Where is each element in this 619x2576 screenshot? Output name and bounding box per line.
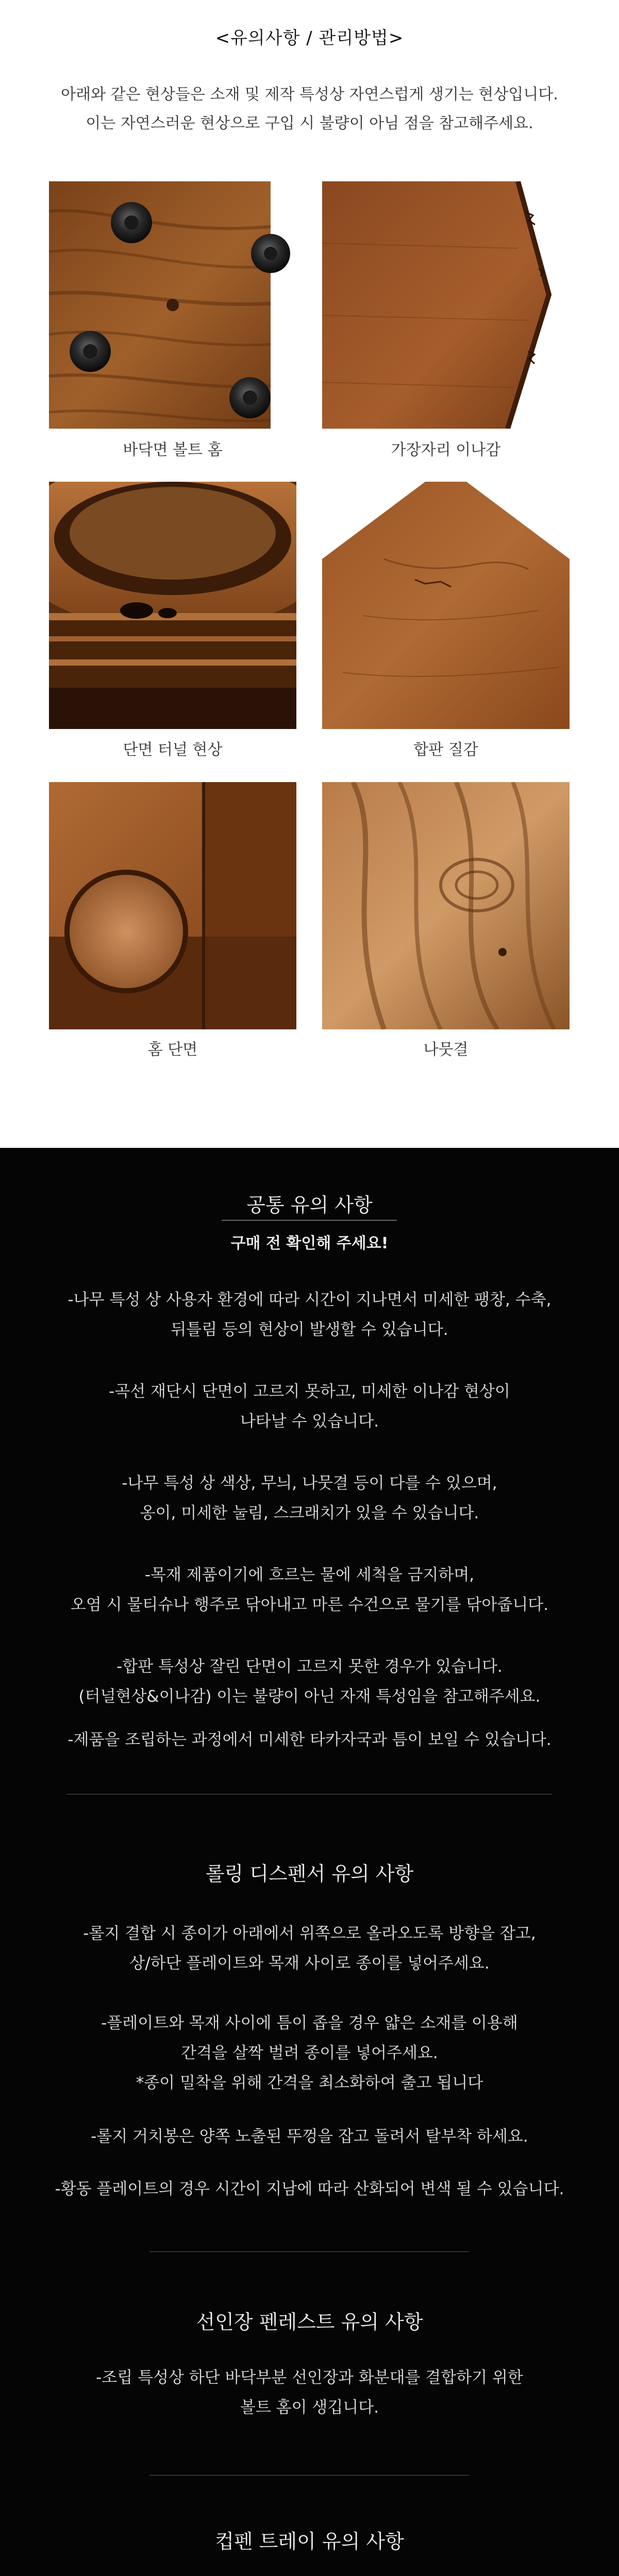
note-line: -롤지 거치봉은 양쪽 노출된 뚜껑을 잡고 돌려서 탈부착 하세요. bbox=[91, 2127, 528, 2146]
rolling-note-item bbox=[0, 2174, 619, 2204]
note-line: -제품을 조립하는 과정에서 미세한 타카자국과 틈이 보일 수 있습니다. bbox=[68, 1731, 551, 1749]
common-note-item bbox=[0, 1285, 619, 1345]
photo-caption: 바닥면 볼트 홈 bbox=[123, 441, 223, 459]
common-note-item bbox=[0, 1725, 619, 1755]
bottom-bolt-holes-photo bbox=[49, 181, 296, 429]
photo-caption: 가장자리 이나감 bbox=[391, 441, 501, 459]
notice-intro-line: 아래와 같은 현상들은 소재 및 제작 특성상 자연스럽게 생기는 현상입니다. bbox=[61, 86, 558, 104]
note-line: 뒤틀림 등의 현상이 발생할 수 있습니다. bbox=[171, 1320, 448, 1339]
note-line: -황동 플레이트의 경우 시간이 지남에 따라 산화되어 변색 될 수 있습니다. bbox=[55, 2180, 564, 2198]
note-line: -나무 특성 상 색상, 무늬, 나뭇결 등이 다를 수 있으며, bbox=[122, 1474, 497, 1493]
cross-section-tunnel-photo bbox=[49, 482, 296, 729]
note-line: 오염 시 물티슈나 행주로 닦아내고 마른 수건으로 물기를 닦아줍니다. bbox=[70, 1596, 549, 1614]
groove-cross-section-photo bbox=[49, 782, 296, 1029]
common-note-item bbox=[0, 1560, 619, 1620]
photo-caption: 나뭇결 bbox=[423, 1041, 469, 1059]
common-note-item bbox=[0, 1377, 619, 1436]
common-note-item bbox=[0, 1468, 619, 1528]
caution-section bbox=[0, 1148, 619, 2576]
section-divider bbox=[149, 2251, 469, 2252]
notice-title: <유의사항 / 관리방법> bbox=[215, 28, 404, 48]
cactus-penrest-title: 선인장 펜레스트 유의 사항 bbox=[196, 2311, 423, 2333]
plywood-texture-photo bbox=[322, 482, 570, 729]
rolling-note-item bbox=[0, 2008, 619, 2098]
rolling-note-item bbox=[0, 1919, 619, 1978]
cactus-note-item bbox=[0, 2363, 619, 2422]
title-underline bbox=[222, 1220, 397, 1221]
note-line: -롤지 결합 시 종이가 아래에서 위쪽으로 올라오도록 방향을 잡고, bbox=[83, 1924, 536, 1943]
note-line: -조립 특성상 하단 바닥부분 선인장과 화분대를 결합하기 위한 bbox=[96, 2368, 523, 2387]
notice-intro bbox=[0, 80, 619, 138]
photo-caption: 홈 단면 bbox=[147, 1041, 198, 1059]
note-line: -합판 특성상 잘린 단면이 고르지 못한 경우가 있습니다. bbox=[116, 1657, 503, 1676]
common-notes-subtitle: 구매 전 확인해 주세요! bbox=[230, 1234, 389, 1252]
note-line: 간격을 살짝 벌려 종이를 넣어주세요. bbox=[181, 2044, 438, 2062]
note-line: -나무 특성 상 사용자 환경에 따라 시간이 지나면서 미세한 팽창, 수축, bbox=[68, 1291, 551, 1309]
note-line: 옹이, 미세한 눌림, 스크래치가 있을 수 있습니다. bbox=[140, 1504, 479, 1522]
notice-intro-line: 이는 자연스러운 현상으로 구입 시 불량이 아님 점을 참고해주세요. bbox=[86, 114, 533, 132]
note-line: 볼트 홈이 생깁니다. bbox=[240, 2398, 379, 2417]
note-line: -플레이트와 목재 사이에 틈이 좁을 경우 얇은 소재를 이용해 bbox=[101, 2014, 518, 2032]
photo-caption: 합판 질감 bbox=[413, 741, 478, 759]
edge-chipping-photo bbox=[322, 181, 570, 429]
section-divider bbox=[149, 2475, 469, 2476]
photo-caption: 단면 터널 현상 bbox=[123, 741, 223, 759]
note-line: 나타날 수 있습니다. bbox=[240, 1412, 379, 1431]
rolling-note-item bbox=[0, 2122, 619, 2151]
wood-grain-photo bbox=[322, 782, 570, 1029]
note-line: -목재 제품이기에 흐르는 물에 세척을 금지하며, bbox=[144, 1566, 475, 1584]
common-notes-title: 공통 유의 사항 bbox=[246, 1194, 373, 1216]
note-line: -곡선 재단시 단면이 고르지 못하고, 미세한 이나감 현상이 bbox=[109, 1382, 510, 1401]
cup-pen-tray-title: 컵펜 트레이 유의 사항 bbox=[215, 2530, 404, 2553]
common-note-item bbox=[0, 1652, 619, 1711]
note-line: *종이 밀착을 위해 간격을 최소화하여 출고 됩니다 bbox=[136, 2074, 483, 2092]
note-line: (터널현상&이나감) 이는 불량이 아닌 자재 특성임을 참고해주세요. bbox=[78, 1687, 541, 1706]
note-line: 상/하단 플레이트와 목재 사이로 종이를 넣어주세요. bbox=[129, 1954, 490, 1973]
notice-photo-section bbox=[0, 0, 619, 1148]
rolling-dispenser-title: 롤링 디스펜서 유의 사항 bbox=[205, 1862, 414, 1885]
